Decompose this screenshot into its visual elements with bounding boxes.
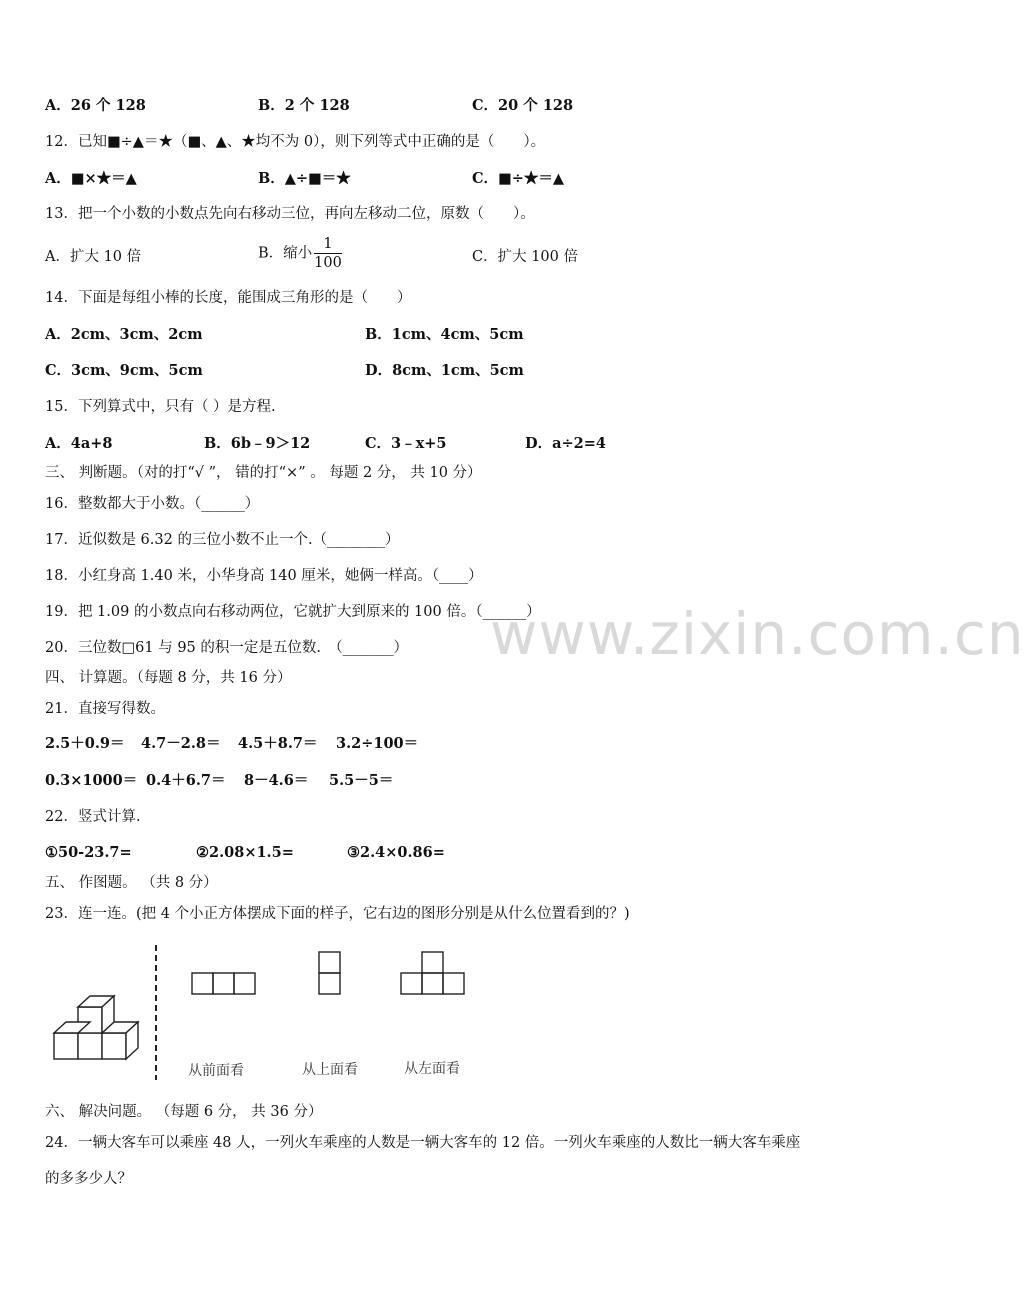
q12-stem: 12．已知■÷▲＝★（■、▲、★均不为 0），则下列等式中正确的是（ ）。: [45, 134, 546, 150]
q14-option-b: B．1cm、4cm、5cm: [365, 326, 524, 343]
q21-item: 0.4＋6.7＝: [146, 772, 226, 789]
fraction-denominator: 100: [314, 255, 342, 271]
q23-figure: [40, 940, 490, 1085]
q14-stem: 14．下面是每组小棒的长度，能围成三角形的是（ ）: [45, 290, 412, 306]
cube-stack-drawing: [54, 996, 138, 1059]
section-4-heading: 四、 计算题。（每题 8 分，共 16 分）: [45, 670, 292, 686]
q21-item: 4.5＋8.7＝: [238, 735, 318, 752]
q24-line-1: 24．一辆大客车可以乘座 48 人，一列火车乘座的人数是一辆大客车的 12 倍。一列火车乘座的人数比一辆大客车乘座: [45, 1135, 801, 1151]
q13-option-b-prefix: B．缩小: [258, 245, 313, 262]
q22-item: ③2.4×0.86=: [347, 844, 445, 861]
q13-option-b: [258, 235, 342, 272]
q12-option-b: B．▲÷■＝★: [258, 170, 351, 187]
q23-stem: 23．连一连。(把 4 个小正方体摆成下面的样子，它右边的图形分别是从什么位置看到的？): [45, 906, 630, 922]
q16: 16．整数都大于小数。（______）: [45, 496, 260, 512]
watermark: www.zixin.com.cn: [490, 600, 1025, 668]
q11-option-b: B．2 个 128: [258, 97, 350, 114]
q21-item: 3.2÷100＝: [336, 735, 419, 752]
view-label-top: 从上面看: [302, 1062, 358, 1078]
section-3-heading: 三、 判断题。（对的打“√ ”， 错的打“×” 。 每题 2 分， 共 10 分）: [45, 465, 482, 481]
q22-item: ①50-23.7=: [45, 844, 132, 861]
q12-option-a: A．■×★＝▲: [45, 170, 137, 187]
q15-option-c: C．3﹣x+5: [365, 435, 447, 452]
q15-stem: 15．下列算式中，只有（ ）是方程.: [45, 399, 276, 415]
fraction-numerator: 1: [314, 235, 342, 254]
left-view-grid: [401, 952, 464, 994]
view-label-left: 从左面看: [404, 1061, 460, 1077]
q24-line-2: 的多多少人？: [45, 1171, 132, 1187]
section-5-heading: 五、 作图题。 （共 8 分）: [45, 875, 218, 891]
q11-option-a: A．26 个 128: [45, 97, 146, 114]
q14-option-d: D．8cm、1cm、5cm: [365, 362, 524, 379]
q22-item: ②2.08×1.5=: [196, 844, 294, 861]
q12-option-c: C．■÷★＝▲: [472, 170, 565, 187]
q15-option-a: A．4a+8: [45, 435, 113, 452]
q14-option-a: A．2cm、3cm、2cm: [45, 326, 203, 343]
section-6-heading: 六、 解决问题。 （每题 6 分， 共 36 分）: [45, 1104, 323, 1120]
q17: 17．近似数是 6.32 的三位小数不止一个.（________）: [45, 532, 400, 548]
top-view-grid: [319, 952, 340, 994]
q21-item: 2.5＋0.9＝: [45, 735, 125, 752]
q18: 18．小红身高 1.40 米，小华身高 140 厘米，她俩一样高。（____）: [45, 568, 483, 584]
front-view-grid: [192, 973, 255, 994]
q14-option-c: C．3cm、9cm、5cm: [45, 362, 203, 379]
q21-item: 5.5－5＝: [329, 772, 394, 789]
q11-option-c: C．20 个 128: [472, 97, 574, 114]
q21-item: 8－4.6＝: [244, 772, 309, 789]
q21-stem: 21．直接写得数。: [45, 701, 165, 717]
q20: 20．三位数□61 与 95 的积一定是五位数. （_______）: [45, 640, 408, 656]
q13-stem: 13．把一个小数的小数点先向右移动三位，再向左移动二位，原数（ ）。: [45, 206, 535, 222]
q21-item: 4.7－2.8＝: [141, 735, 221, 752]
q22-stem: 22．竖式计算.: [45, 809, 141, 825]
fraction: [314, 235, 342, 272]
q13-option-a: A．扩大 10 倍: [45, 249, 142, 265]
q15-option-b: B．6b﹣9＞12: [204, 435, 311, 452]
view-label-front: 从前面看: [188, 1063, 244, 1079]
q21-item: 0.3×1000＝: [45, 772, 138, 789]
q15-option-d: D．a÷2=4: [525, 435, 606, 452]
q13-option-c: C．扩大 100 倍: [472, 249, 578, 265]
q19: 19．把 1.09 的小数点向右移动两位，它就扩大到原来的 100 倍。（______）: [45, 604, 541, 620]
